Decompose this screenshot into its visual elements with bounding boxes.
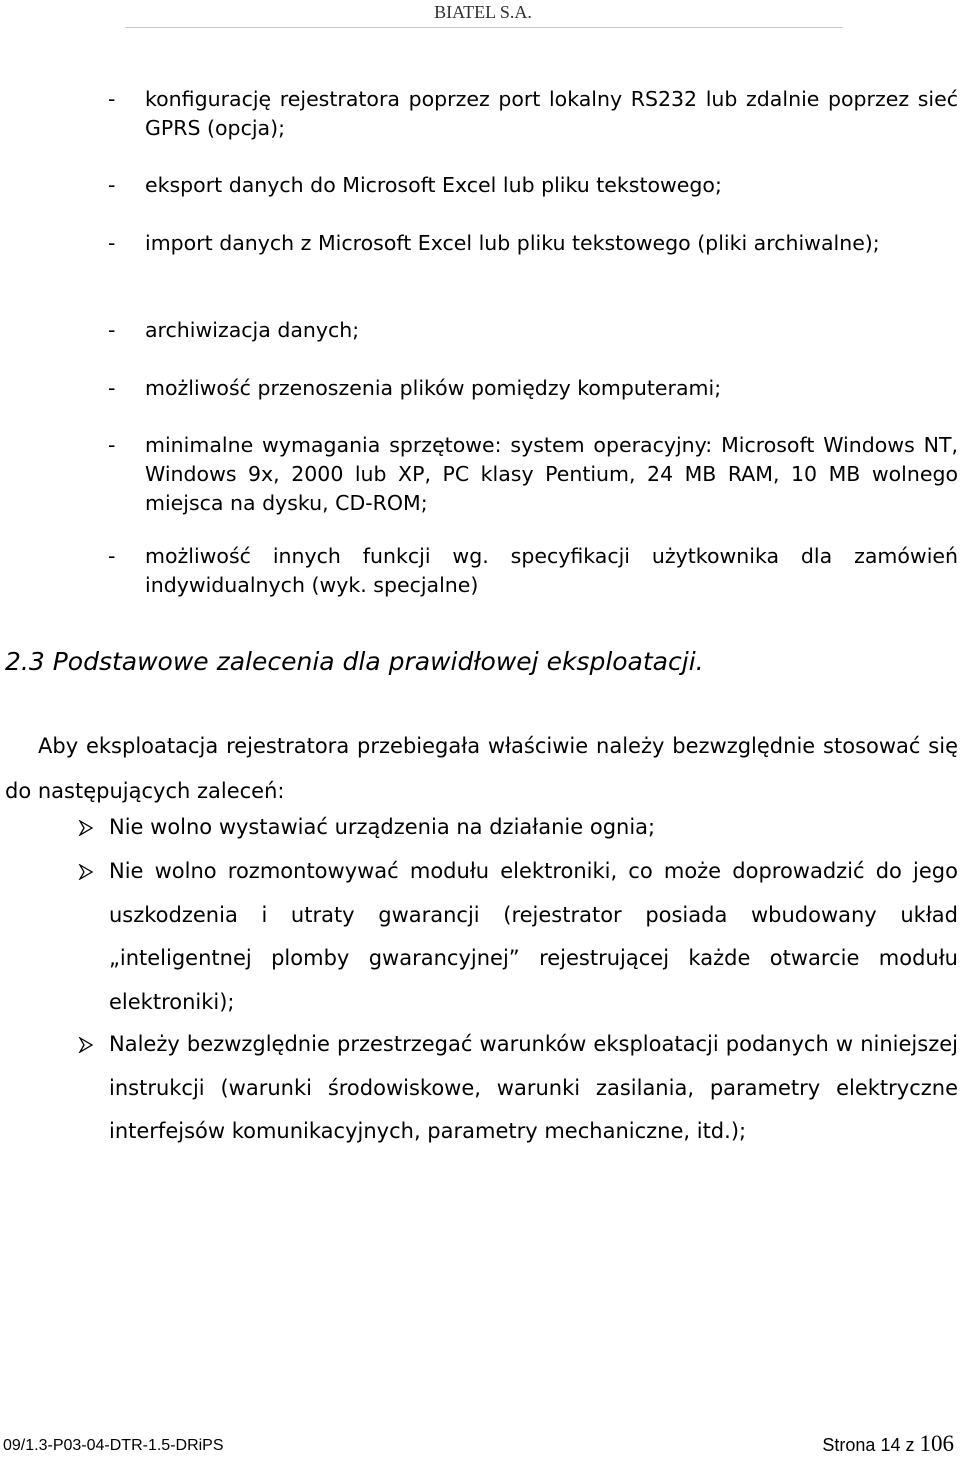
list-item-text: eksport danych do Microsoft Excel lub pliku tekstowego; xyxy=(145,173,722,197)
dash-bullet: - xyxy=(108,376,116,400)
list-item-text: import danych z Microsoft Excel lub pliku tekstowego (pliki archiwalne); xyxy=(145,231,880,255)
arrowhead-bullet-icon xyxy=(78,1037,94,1053)
footer-doc-code: 09/1.3-P03-04-DTR-1.5-DRiPS xyxy=(3,1437,224,1454)
list-item-text: możliwość przenoszenia plików pomiędzy komputerami; xyxy=(145,376,722,400)
intro-paragraph: Aby eksploatacja rejestratora przebiegała właściwie należy bezwzględnie stosować się do następujących zaleceń: xyxy=(5,734,958,803)
section-heading: 2.3 Podstawowe zalecenia dla prawidłowej eksploatacji. xyxy=(5,647,704,676)
list-item-text: Należy bezwzględnie przestrzegać warunków eksploatacji podanych w niniejszej instrukcji (warunki środowiskowe, warunki zasilania, parametry elektryczne interfejsów komunikacyjnych, parametry mechaniczne, itd.); xyxy=(109,1032,958,1143)
list-item-text: Nie wolno wystawiać urządzenia na działanie ognia; xyxy=(109,815,656,839)
dash-bullet: - xyxy=(108,433,116,457)
dash-bullet: - xyxy=(108,173,116,197)
list-item-text: konfigurację rejestratora poprzez port lokalny RS232 lub zdalnie poprzez sieć GPRS (opcja); xyxy=(145,87,958,140)
page-of-word: z xyxy=(905,1435,915,1455)
list-item-text: archiwizacja danych; xyxy=(145,318,360,342)
dash-bullet: - xyxy=(108,231,116,255)
header-company: BIATEL S.A. xyxy=(434,2,532,22)
dash-bullet: - xyxy=(108,544,116,568)
list-item-text: możliwość innych funkcji wg. specyfikacji użytkownika dla zamówień indywidualnych (wyk. specjalne) xyxy=(145,544,958,597)
page-current: 14 xyxy=(880,1435,901,1455)
dash-bullet: - xyxy=(108,87,116,111)
dash-bullet: - xyxy=(108,318,116,342)
list-item-text: minimalne wymagania sprzętowe: system operacyjny: Microsoft Windows NT, Windows 9x, 2000 lub XP, PC klasy Pentium, 24 MB RAM, 10 MB wolnego miejsca na dysku, CD-ROM; xyxy=(145,433,958,515)
arrowhead-bullet-icon xyxy=(78,864,94,880)
header-divider xyxy=(125,27,843,28)
list-item-text: Nie wolno rozmontowywać modułu elektroniki, co może doprowadzić do jego uszkodzenia i utraty gwarancji (rejestrator posiada wbudowany układ „inteligentnej plomby gwarancyjnej” rejestrującej każde otwarcie modułu elektroniki); xyxy=(109,859,958,1014)
footer-page-number xyxy=(822,1431,954,1457)
page-word: Strona xyxy=(822,1435,876,1455)
arrowhead-bullet-icon xyxy=(78,820,94,836)
page-total: 106 xyxy=(919,1431,954,1456)
